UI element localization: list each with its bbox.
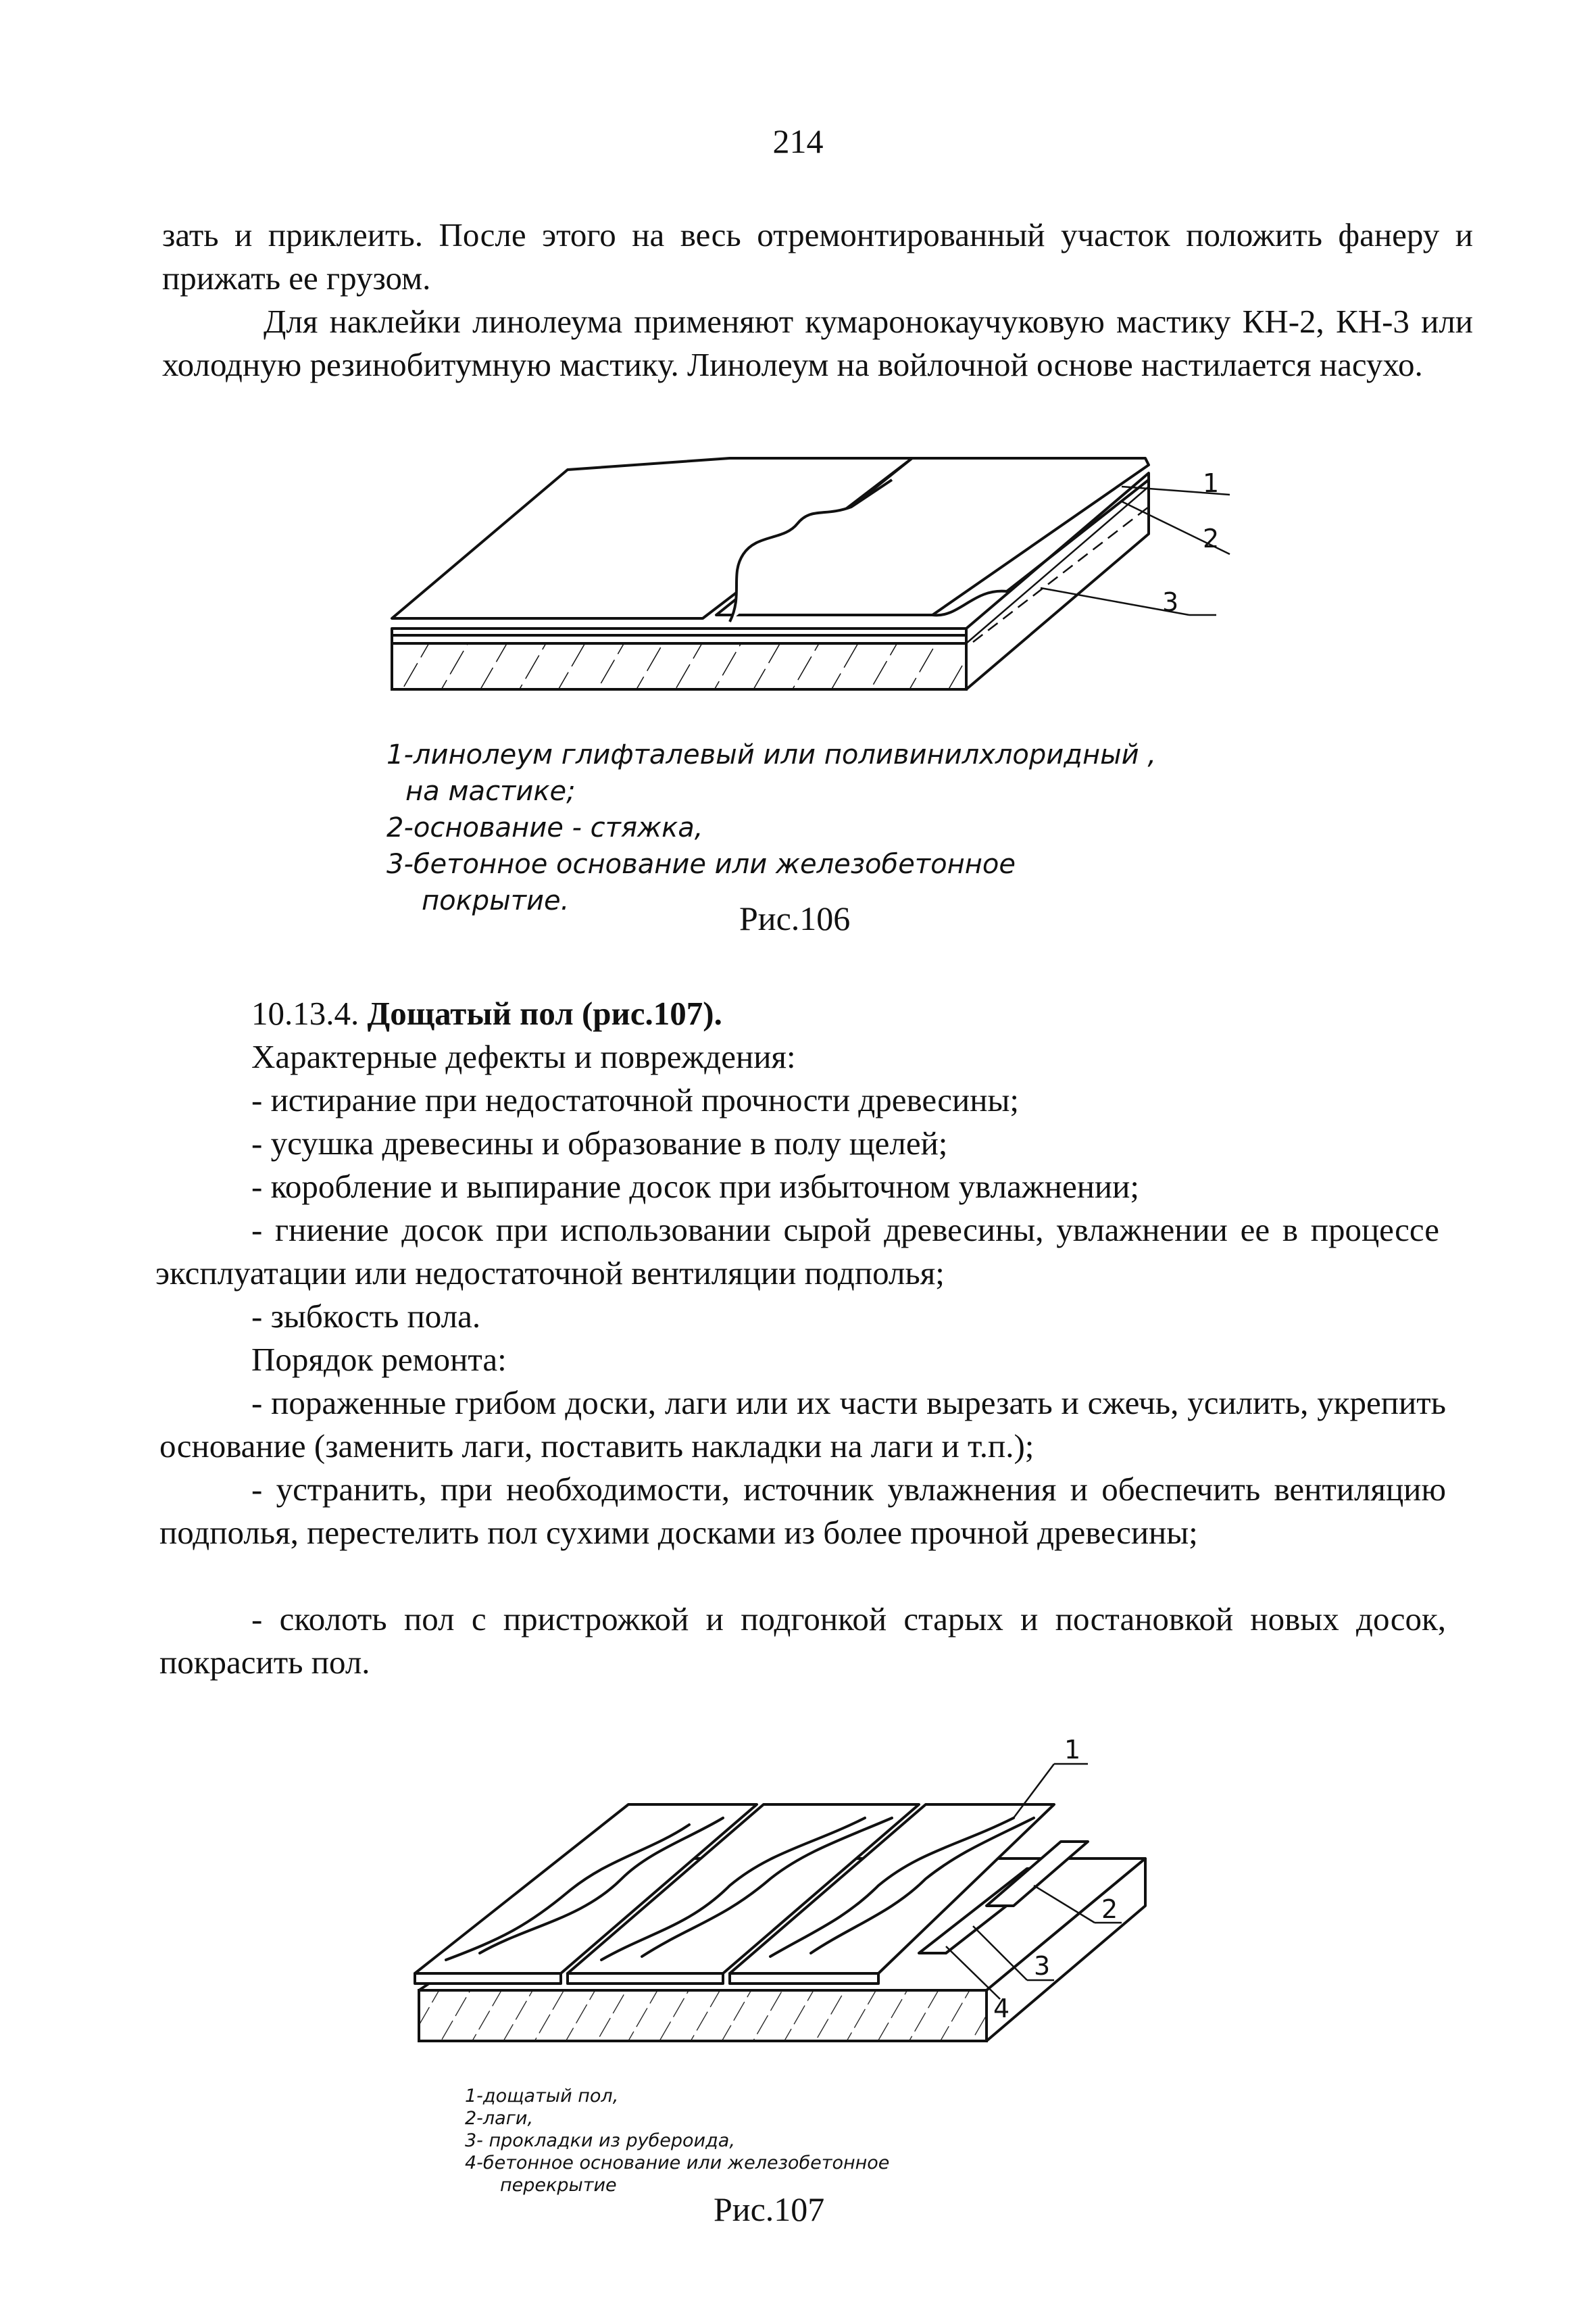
defect-item-4: - гниение досок при использовании сырой древесины, увлажнении ее в процессе эксплуатации или недостаточной вентиляции подполья; [155,1211,1439,1291]
figure-106-drawing [378,460,1257,703]
section-number: 10.13.4. [251,995,359,1032]
intro-paragraph-1: зать и приклеить. После этого на весь отремонтированный участок положить фанеру и прижать ее грузом. [162,216,1473,297]
fig107-legend-4b: перекрытие [500,2175,617,2196]
fig106-label-1: 1 [1203,468,1220,498]
figure-107-legend [465,2085,889,2196]
fig106-legend-3a: 3-бетонное основание или железобетонное [386,849,1016,880]
fig107-legend-3: 3- прокладки из рубероида, [465,2130,735,2151]
fig107-label-1: 1 [1064,1735,1081,1765]
repair-item-3: - сколоть пол с пристрожкой и подгонкой старых и постановкой новых досок, покрасить пол. [159,1600,1446,1681]
fig106-label-3: 3 [1162,587,1179,617]
defect-item-5: - зыбкость пола. [251,1298,481,1335]
repair-item-2: - устранить, при необходимости, источник увлажнения и обеспечить вентиляцию подполья, перестелить пол сухими досками из более прочной древесины; [159,1471,1446,1551]
repair-heading: Порядок ремонта: [251,1341,507,1378]
repair-item-1: - пораженные грибом доски, лаги или их части вырезать и сжечь, усилить, укрепить основание (заменить лаги, поставить накладки на лаги и т.п.); [159,1384,1446,1464]
page-number: 214 [772,122,824,160]
fig107-legend-1: 1-дощатый пол, [465,2086,619,2107]
figure-106-caption: Рис.106 [739,900,851,937]
intro-paragraph-2: Для наклейки линолеума применяют кумаронокаучуковую мастику КН-2, КН-3 или холодную резинобитумную мастику. Линолеум на войлочной основе настилается насухо. [162,303,1473,383]
fig107-legend-2: 2-лаги, [465,2108,534,2129]
figure-106-legend [386,737,1156,919]
fig107-label-2: 2 [1101,1894,1118,1924]
figure-107-drawing [405,1723,1176,2075]
defect-item-2: - усушка древесины и образование в полу щелей; [251,1125,948,1162]
section-heading [251,992,722,1035]
fig107-legend-4a: 4-бетонное основание или железобетонное [465,2152,890,2173]
figure-107-caption: Рис.107 [714,2190,825,2228]
fig106-legend-2: 2-основание - стяжка, [386,812,703,843]
fig107-label-3: 3 [1034,1951,1051,1981]
defect-item-1: - истирание при недостаточной прочности древесины; [251,1081,1020,1118]
fig106-legend-3b: покрытие. [422,885,570,916]
fig107-label-4: 4 [993,1994,1010,2023]
fig106-label-2: 2 [1203,524,1220,553]
defects-heading: Характерные дефекты и повреждения: [251,1038,796,1075]
fig106-legend-1b: на мастике; [405,776,576,807]
section-title: Дощатый пол (рис.107). [367,995,722,1032]
defect-item-3: - коробление и выпирание досок при избыточном увлажнении; [251,1168,1139,1205]
fig106-legend-1a: 1-линолеум глифталевый или поливинилхлоридный , [386,739,1157,770]
